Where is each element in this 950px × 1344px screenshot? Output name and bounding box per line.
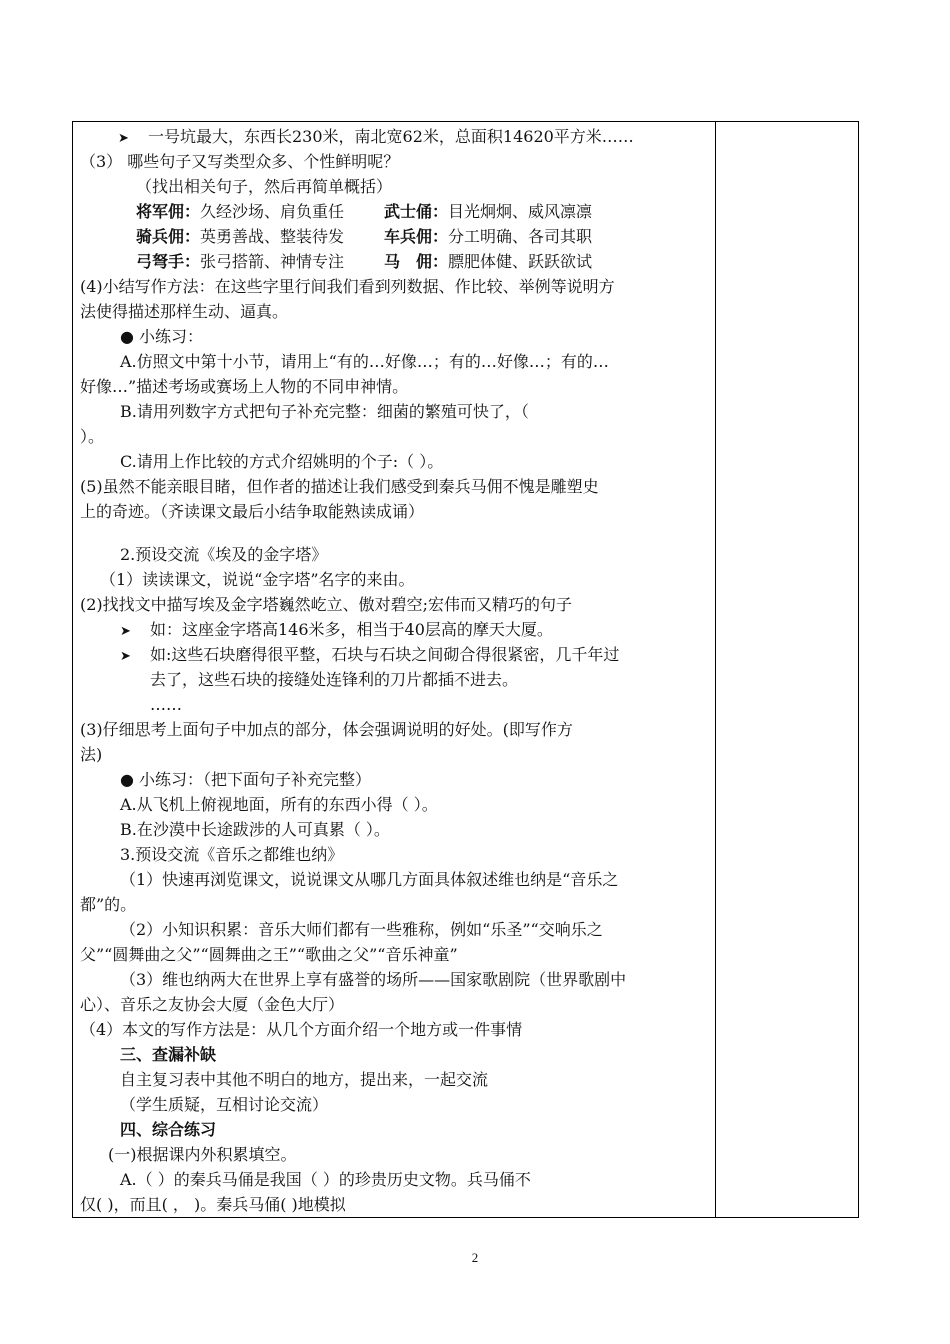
- section-heading: 三、查漏补缺: [120, 1045, 217, 1064]
- text-line: 自主复习表中其他不明白的地方，提出来，一起交流: [120, 1070, 489, 1089]
- text-line: （3）维也纳两大在世界上享有盛誉的场所——国家歌剧院（世界歌剧中: [120, 970, 627, 989]
- text-line: (3)仔细思考上面句子中加点的部分，体会强调说明的好处。(即写作方: [80, 720, 573, 739]
- text-line: B.在沙漠中长途跋涉的人可真累（ ）。: [120, 820, 390, 839]
- text-line: （学生质疑，互相讨论交流）: [120, 1095, 329, 1114]
- text-line: （2）小知识积累：音乐大师们都有一些雅称，例如“乐圣”“交响乐之: [120, 920, 603, 939]
- text-line: 骑兵佣：英勇善战、整装待发 车兵佣：分工明确、各司其职: [136, 227, 593, 246]
- arrow-bullet-icon: ➤: [118, 131, 129, 146]
- spacer: [80, 524, 710, 542]
- table-column-divider: [715, 121, 716, 1218]
- text-line: ➤ 一号坑最大，东西长230米，南北宽62米，总面积14620平方米……: [80, 124, 710, 149]
- text-line: （找出相关句子，然后再简单概括）: [136, 177, 393, 196]
- section-heading: 四、综合练习: [120, 1120, 217, 1139]
- lesson-content: [80, 124, 710, 1217]
- text-line: （1）读读课文，说说“金字塔”名字的来由。: [100, 570, 415, 589]
- text-line: 仅( )，而且( ， )。秦兵马俑( )地模拟: [80, 1195, 346, 1214]
- text-line: (2)找找文中描写埃及金字塔巍然屹立、傲对碧空;宏伟而又精巧的句子: [80, 595, 573, 614]
- arrow-bullet-icon: ➤: [120, 624, 131, 639]
- text-line: (一)根据课内外积累填空。: [108, 1145, 297, 1164]
- text-line: (5)虽然不能亲眼目睹，但作者的描述让我们感受到秦兵马佣不愧是雕塑史: [80, 477, 599, 496]
- text-line: B.请用列数字方式把句子补充完整：细菌的繁殖可快了，（: [120, 402, 529, 421]
- text-line: 法): [80, 745, 103, 764]
- text-line: 心）、音乐之友协会大厦（金色大厅）: [80, 995, 345, 1014]
- text-line: ……: [150, 695, 182, 714]
- text-line: C.请用上作比较的方式介绍姚明的个子:（ ）。: [120, 452, 444, 471]
- page-number: 2: [471, 1250, 479, 1265]
- text-line: （4）本文的写作方法是：从几个方面介绍一个地方或一件事情: [80, 1020, 523, 1039]
- text-line: （1）快速再浏览课文，说说课文从哪几方面具体叙述维也纳是“音乐之: [120, 870, 619, 889]
- text-line: ➤ 如：这座金字塔高146米多，相当于40层高的摩天大厦。: [80, 617, 710, 642]
- text-line: ➤ 如:这些石块磨得很平整，石块与石块之间砌合得很紧密，几千年过: [80, 642, 710, 667]
- text-line: 3.预设交流《音乐之都维也纳》: [120, 845, 344, 864]
- text-line: A.仿照文中第十小节，请用上“有的…好像…；有的…好像…；有的…: [120, 352, 609, 371]
- text-line: 法使得描述那样生动、逼真。: [80, 302, 289, 321]
- text-line: (4)小结写作方法：在这些字里行间我们看到列数据、作比较、举例等说明方: [80, 277, 615, 296]
- text-line: 2.预设交流《埃及的金字塔》: [120, 545, 328, 564]
- text-line: A.从飞机上俯视地面，所有的东西小得（ ）。: [120, 795, 438, 814]
- text-line: 父”“圆舞曲之父”“圆舞曲之王”“歌曲之父”“音乐神童”: [80, 945, 458, 964]
- text-line: （3） 哪些句子又写类型众多、个性鲜明呢？: [80, 152, 400, 171]
- text-line: ● 小练习：（把下面句子补充完整）: [120, 770, 372, 789]
- text-line: 去了，这些石块的接缝处连锋利的刀片都插不进去。: [150, 670, 519, 689]
- text-line: ● 小练习：: [120, 327, 204, 346]
- text-line: 弓弩手：张弓搭箭、神情专注 马 佣：膘肥体健、跃跃欲试: [136, 252, 593, 271]
- text-line: 都”的。: [80, 895, 137, 914]
- text-line: A.（ ）的秦兵马俑是我国（ ）的珍贵历史文物。兵马俑不: [120, 1170, 531, 1189]
- text-line: 将军佣：久经沙场、肩负重任 武士俑：目光炯炯、威风凛凛: [136, 202, 593, 221]
- arrow-bullet-icon: ➤: [120, 649, 131, 664]
- text-line: ）。: [80, 427, 105, 446]
- text-line: 上的奇迹。（齐读课文最后小结争取能熟读成诵）: [80, 502, 425, 521]
- text-line: 好像…”描述考场或赛场上人物的不同申神情。: [80, 377, 409, 396]
